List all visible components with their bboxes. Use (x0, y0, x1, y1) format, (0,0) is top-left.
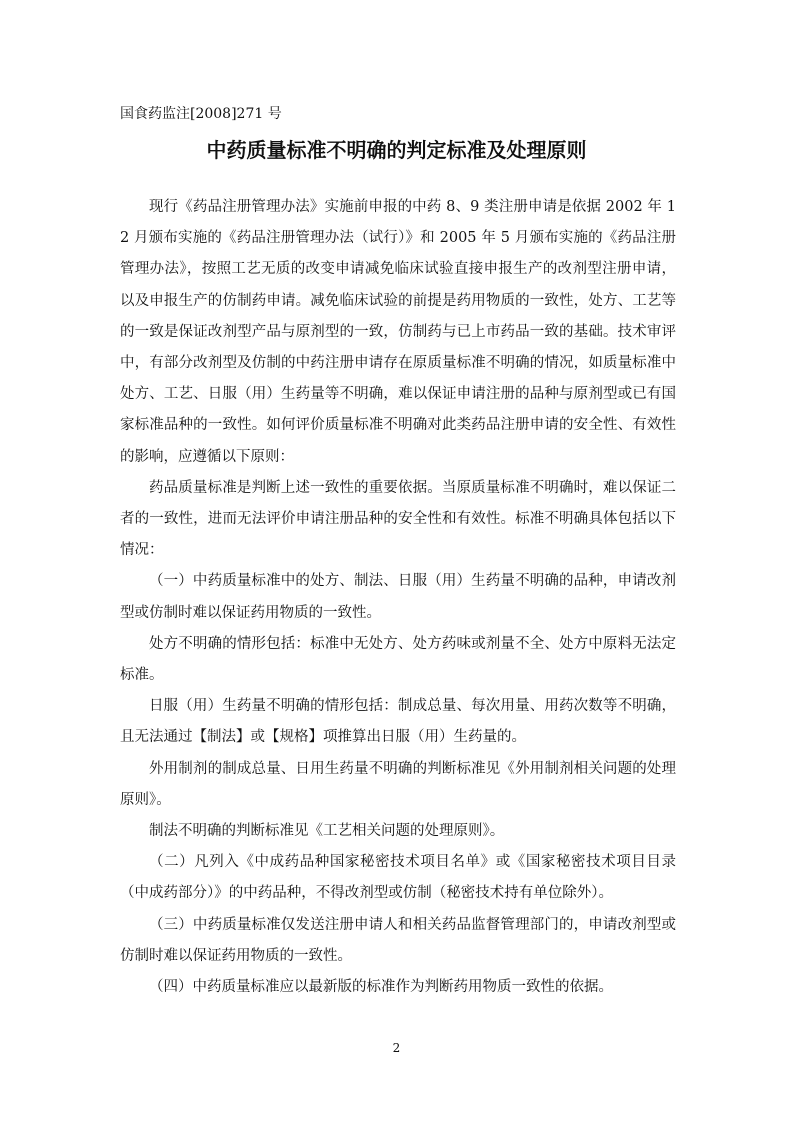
paragraph-item-2: （二）凡列入《中成药品种国家秘密技术项目名单》或《国家秘密技术项目目录（中成药部分）》的中药品种，不得改剂型或仿制（秘密技术持有单位除外）。 (120, 854, 676, 902)
paragraph-item-4: （四）中药质量标准应以最新版的标准作为判断药用物质一致性的依据。 (149, 979, 613, 996)
paragraph-intro: 现行《药品注册管理办法》实施前申报的中药 8、9 类注册申请是依据 2002 年 12 月颁布实施的《药品注册管理办法（试行）》和 2005 年 5 月颁布实施的《药品注册管理办法》，按照工艺无质的改变申请减免临床试验直接申报生产的改剂型注册申请，以及申报生产的仿制药申请。减免临床试验的前提是药用物质的一致性，处方、工艺等的一致是保证改剂型产品与原剂型的一致，仿制药与已上市药品一致的基础。技术审评中，有部分改剂型及仿制的中药注册申请存在原质量标准不明确的情况，如质量标准中处方、工艺、日服（用）生药量等不明确，难以保证申请注册的品种与原剂型或已有国家标准品种的一致性。如何评价质量标准不明确对此类药品注册申请的安全性、有效性的影响，应遵循以下原则： (120, 199, 676, 465)
paragraph-external-preparation: 外用制剂的制成总量、日用生药量不明确的判断标准见《外用制剂相关问题的处理原则》。 (120, 760, 676, 808)
document-number: 国食药监注[2008]271 号 (120, 106, 282, 122)
paragraph-daily-dose-unclear: 日服（用）生药量不明确的情形包括：制成总量、每次用量、用药次数等不明确，且无法通过【制法】或【规格】项推算出日服（用）生药量的。 (120, 698, 676, 746)
document-body (120, 192, 676, 1003)
page-number: 2 (392, 1041, 401, 1055)
paragraph-item-3: （三）中药质量标准仅发送注册申请人和相关药品监督管理部门的，申请改剂型或仿制时难以保证药用物质的一致性。 (120, 916, 676, 964)
page-title: 中药质量标准不明确的判定标准及处理原则 (206, 138, 587, 162)
paragraph-method-unclear: 制法不明确的判断标准见《工艺相关问题的处理原则》。 (149, 823, 505, 840)
paragraph-prescription-unclear: 处方不明确的情形包括：标准中无处方、处方药味或剂量不全、处方中原料无法定标准。 (120, 635, 676, 684)
paragraph-item-1: （一）中药质量标准中的处方、制法、日服（用）生药量不明确的品种，申请改剂型或仿制时难以保证药用物质的一致性。 (120, 573, 676, 621)
paragraph-standard-basis: 药品质量标准是判断上述一致性的重要依据。当原质量标准不明确时，难以保证二者的一致性，进而无法评价申请注册品种的安全性和有效性。标准不明确具体包括以下情况： (120, 479, 676, 559)
